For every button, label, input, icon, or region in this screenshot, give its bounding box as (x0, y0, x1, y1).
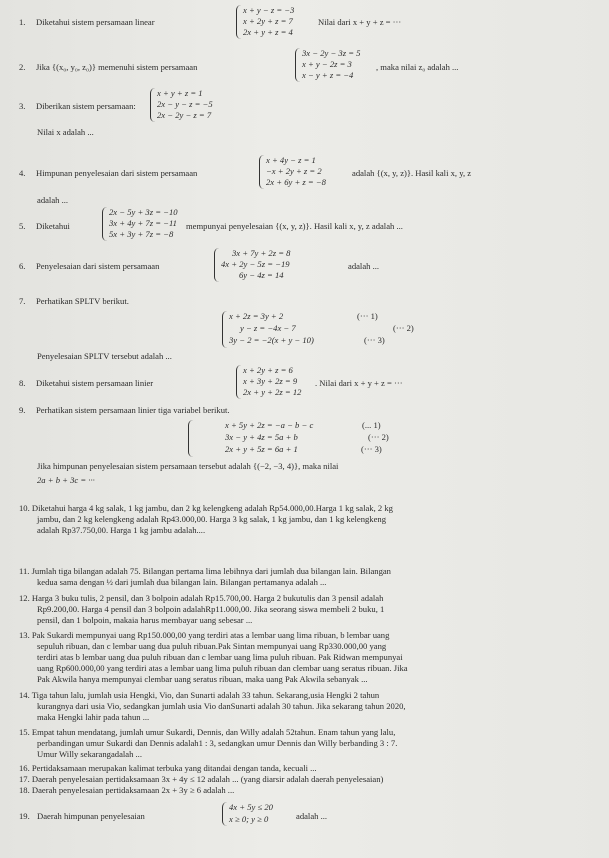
problem-6-intro: Penyelesaian dari sistem persamaan (36, 261, 160, 271)
problem-4-question: adalah {(x, y, z)}. Hasil kali x, y, z (352, 168, 472, 178)
problem-12-line: 12. Harga 3 buku tulis, 2 pensil, dan 3 bolpoin adalah Rp15.700,00. Harga 2 bukutulis dan 3 pensil adalah (19, 593, 384, 603)
equation: x + 2z = 3y + 2 (229, 311, 284, 321)
equation: x ≥ 0; y ≥ 0 (229, 814, 269, 824)
problem-15-line: perbandingan umur Sukardi dan Dennis adalah1 : 3, sedangkan umur Dennis dan Willy berbanding 3 : 7. (37, 738, 398, 748)
problem-5-intro: Diketahui (36, 221, 70, 231)
problem-16-line: 16. Pertidaksamaan merupakan kalimat terbuka yang ditandai dengan tanda, kecuali ... (19, 763, 317, 773)
problem-12-line: Rp9.200,00. Harga 4 pensil dan 3 bolpoin adalahRp11.000,00. Jika seorang siswa membeli 2 buku, 1 (37, 604, 385, 614)
problem-6-number: 6. (19, 261, 26, 271)
equation: 2x − 2y − z = 7 (157, 110, 212, 120)
equation: x + y − 2z = 3 (302, 59, 352, 69)
problem-10-line: jambu, dan 2 kg kelengkeng adalah Rp43.000,00. Harga 3 kg salak, 1 kg jambu, dan 1 kg kelengkeng (37, 514, 387, 524)
problem-19-intro: Daerah himpunan penyelesaian (37, 811, 145, 821)
equation: 2x − 5y + 3z = −10 (109, 207, 178, 217)
problem-3-intro: Diberikan sistem persamaan: (36, 101, 136, 111)
problem-5-question: mempunyai penyelesaian {(x, y, z)}. Hasil kali x, y, z adalah ... (186, 221, 403, 231)
problem-7-intro: Perhatikan SPLTV berikut. (36, 296, 129, 306)
problem-13-line: uang Rp600.000,00 yang terdiri atas a lembar uang lima puluh ribuan dan clembar uang seratus ribuan. Jika (37, 663, 408, 673)
problem-1-intro: Diketahui sistem persamaan linear (36, 17, 155, 27)
problem-6-question: adalah ... (348, 261, 380, 271)
equation-tag: (··· 2) (393, 323, 414, 333)
equation: 3x + 4y + 7z = −11 (109, 218, 177, 228)
equation: 4x + 2y − 5z = −19 (221, 259, 290, 269)
problem-12-line: pensil, dan 1 bolpoin, makaia harus membayar uang sebesar ... (37, 615, 253, 625)
equation: x + y + z = 1 (157, 88, 203, 98)
equation: y − z = −4x − 7 (240, 323, 296, 333)
problem-14-line: maka Hengki lahir pada tahun ... (37, 712, 150, 722)
equation: 3x − 2y − 3z = 5 (302, 48, 361, 58)
problem-7-number: 7. (19, 296, 26, 306)
equation: x + 4y − z = 1 (266, 155, 316, 165)
problem-4-number: 4. (19, 168, 26, 178)
problem-13-line: Pak Akwila hanya mempunyai clembar uang seratus ribuan, maka uang Pak Akwila sebanyak ... (37, 674, 368, 684)
equation: x + 2y + z = 6 (243, 365, 293, 375)
equation: −x + 2y + z = 2 (266, 166, 322, 176)
equation-tag: (··· 2) (368, 432, 389, 442)
equation-tag: (... 1) (362, 420, 381, 430)
problem-5-number: 5. (19, 221, 26, 231)
problem-9-question: Jika himpunan penyelesaian sistem persamaan tersebut adalah {(−2, −3, 4)}, maka nilai (37, 461, 339, 471)
equation: 4x + 5y ≤ 20 (229, 802, 273, 812)
problem-8-number: 8. (19, 378, 26, 388)
equation: 5x + 3y + 7z = −8 (109, 229, 174, 239)
problem-2-intro: Jika {(x₀, y₀, z₀)} memenuhi sistem persamaan (36, 62, 198, 72)
equation-tag: (··· 1) (357, 311, 378, 321)
problem-13-line: terdiri atas b lembar uang dua puluh ribuan dan c lembar uang lima puluh ribuan. Pak Ridwan mempunyai (37, 652, 403, 662)
problem-2-question: , maka nilai z₀ adalah ... (376, 62, 459, 72)
problem-1-question: Nilai dari x + y + z = ··· (318, 17, 402, 27)
equation: x − y + z = −4 (302, 70, 354, 80)
problem-19-question: adalah ... (296, 811, 328, 821)
problem-11-line: 11. Jumlah tiga bilangan adalah 75. Bilangan pertama lima lebihnya dari jumlah dua bilangan lain. Bilangan (19, 566, 391, 576)
problem-19-number: 19. (19, 811, 30, 821)
equation: 3x − y + 4z = 5a + b (225, 432, 298, 442)
equation: 2x + y + z = 4 (243, 27, 293, 37)
problem-4-question-cont: adalah ... (37, 195, 69, 205)
problem-18-line: 18. Daerah penyelesaian pertidaksamaan 2x + 3y ≥ 6 adalah ... (19, 785, 235, 795)
problem-13-line: sepuluh ribuan, dan c lembar uang dua puluh ribuan.Pak Sintan mempunyai uang Rp330.000,00 yang (37, 641, 387, 651)
equation: 3y − 2 = −2(x + y − 10) (229, 335, 314, 345)
equation: 2x + y + 2z = 12 (243, 387, 302, 397)
problem-10-line: adalah Rp37.750,00. Harga 1 kg jambu adalah.... (37, 525, 206, 535)
equation: x + 3y + 2z = 9 (243, 376, 298, 386)
problem-9-number: 9. (19, 405, 26, 415)
problem-15-line: 15. Empat tahun mendatang, jumlah umur Sukardi, Dennis, dan Willy adalah 52tahun. Enam tahun yang lalu, (19, 727, 396, 737)
equation-tag: (··· 3) (364, 335, 385, 345)
problem-7-question: Penyelesaian SPLTV tersebut adalah ... (37, 351, 172, 361)
equation: 2x − y − z = −5 (157, 99, 213, 109)
problem-4-intro: Himpunan penyelesaian dari sistem persamaan (36, 168, 198, 178)
problem-14-line: kurangnya dari usia Vio, sedangkan jumlah usia Vio danSunarti adalah 30 tahun. Jika sekarang tahun 2020, (37, 701, 406, 711)
equation: x + 2y + z = 7 (243, 16, 293, 26)
problem-9-question-cont: 2a + b + 3c = ··· (37, 475, 95, 485)
equation: 2x + y + 5z = 6a + 1 (225, 444, 298, 454)
problem-1-number: 1. (19, 17, 26, 27)
problem-15-line: Umur Willy sekarangadalah ... (37, 749, 142, 759)
problem-3-number: 3. (19, 101, 26, 111)
problem-9-intro: Perhatikan sistem persamaan linier tiga variabel berikut. (36, 405, 230, 415)
equation: x + 5y + 2z = −a − b − c (225, 420, 314, 430)
problem-8-question: . Nilai dari x + y + z = ··· (315, 378, 403, 388)
equation: x + y − z = −3 (243, 5, 295, 15)
problem-11-line: kedua sama dengan ½ dari jumlah dua bilangan lain. Bilangan pertamanya adalah ... (37, 577, 327, 587)
problem-17-line: 17. Daerah penyelesaian pertidaksamaan 3x + 4y ≤ 12 adalah ... (yang diarsir adalah daerah penyelesaian) (19, 774, 384, 784)
problem-14-line: 14. Tiga tahun lalu, jumlah usia Hengki, Vio, dan Sunarti adalah 33 tahun. Sekarang,usia Hengki 2 tahun (19, 690, 380, 700)
problem-2-number: 2. (19, 62, 26, 72)
equation: 3x + 7y + 2z = 8 (232, 248, 291, 258)
problem-10-line: 10. Diketahui harga 4 kg salak, 1 kg jambu, dan 2 kg kelengkeng adalah Rp54.000,00.Harga 1 kg salak, 2 kg (19, 503, 393, 513)
equation: 6y − 4z = 14 (239, 270, 284, 280)
problem-8-intro: Diketahui sistem persamaan linier (36, 378, 154, 388)
problem-13-line: 13. Pak Sukardi mempunyai uang Rp150.000,00 yang terdiri atas a lembar uang lima ribuan, b lembar uang (19, 630, 390, 640)
problem-3-question: Nilai x adalah ... (37, 127, 94, 137)
equation: 2x + 6y + z = −8 (266, 177, 326, 187)
equation-tag: (··· 3) (361, 444, 382, 454)
